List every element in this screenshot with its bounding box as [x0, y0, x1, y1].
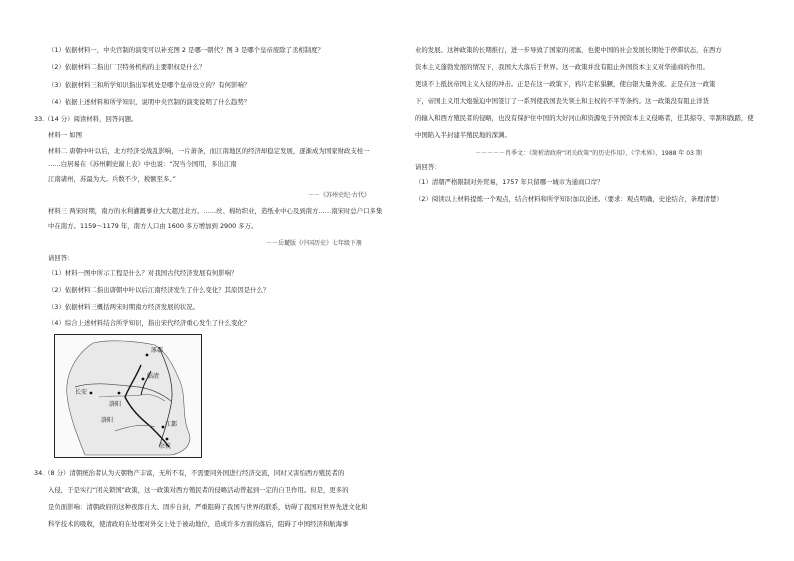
q32-item-1: （1）依据材料一，中央官制的演变可以补充图 2 是哪一朝代？图 3 是哪个皇帝废除了丞相制度？ — [48, 46, 324, 54]
q34-cont-line-2: 资本主义蓬勃发展的情况下，我国大大落后于世界。这一政策并没有阻止外国资本主义对华通商的作用。 — [415, 63, 709, 71]
q33-item-4: （4）综合上述材料结合所学知识，指出宋代经济重心发生了什么变化？ — [48, 319, 251, 327]
q33-item-3: （3）依据材料三概括两宋时期南方经济发展的状况。 — [48, 303, 200, 311]
right-ask-label: 请回答： — [415, 163, 441, 171]
material-3-line-2: 中在南方。1159～1179 年，南方人口由 1600 多万增加到 2900 多万。 — [48, 222, 258, 230]
q34-cont-line-6: 中国陷入半封建半殖民地的深渊。 — [415, 131, 511, 139]
q34-item-1: （1）清朝严格限制对外贸易，1757 年只留哪一城市为通商口岸？ — [415, 178, 604, 186]
q32-item-4: （4）依据上述材料和所学知识，说明中央官制的演变说明了什么趋势？ — [48, 98, 251, 106]
material-1-title: 材料一 如图 — [48, 131, 82, 139]
material-2-line-1: 材料二 唐朝中叶以后，北方经济受战乱影响，一片萧条，而江南地区的经济却稳定发展，逐渐成为国家财政支柱一 — [48, 147, 370, 155]
map-label-zhuojun: 涿郡 — [151, 347, 164, 354]
material-2-source: －－《苏州史纪·古代》 — [308, 192, 370, 199]
map-label-luoyang-2: 洛阳 — [101, 417, 114, 424]
q33-item-2: （2）依据材料二指出唐朝中叶以后江南经济发生了什么变化？其原因是什么？ — [48, 286, 270, 294]
map-drawing — [55, 335, 201, 457]
q32-item-2: （2）依据材料二指出厂卫特务机构的主要职权是什么？ — [48, 63, 206, 71]
q33-header: 33.（14 分）阅读材料，回答问题。 — [34, 115, 138, 123]
q34-line-4: 科学技术的吸收，使清政府在处理对外交上处于被动地位，造成许多方面的落后，阻碍了中国经济和航海事 — [48, 520, 349, 528]
ask-label: 请回答： — [48, 254, 74, 262]
q34-item-2: （2）阅读以上材料提炼一个观点，结合材料和所学知识加以论述。（要求：观点明确，史论结合，条理清楚） — [415, 195, 723, 203]
q32-item-3: （3）依据材料三和所学知识指出军机处是哪个皇帝设立的？有何影响？ — [48, 81, 251, 89]
map-label-jiangdu: 江都 — [165, 421, 178, 428]
material-3-source: －－岳麓版《中国历史》七年级下册 — [266, 240, 363, 247]
q34-line-2: 入侵，于是实行“闭关锁国”政策，这一政策对西方殖民者的侵略活动曾起到一定的自卫作用。但是，更多的 — [48, 486, 349, 494]
q34-cont-line-1: 业的发展。这种政策的长期推行，进一步导致了国家的闭塞，也使中国的社会发展长期处于停滞状态，在西方 — [415, 46, 722, 54]
map-label-luoyang: 洛阳 — [109, 401, 122, 408]
q34-cont-line-3: 更谈不上抵抗帝国主义入侵的冲击。正是在这一政策下，鸦片走私猖獗，使白银大量外流。正是在这一政策 — [415, 80, 716, 88]
q34-source: －－－－－肖季文：《简析清政府“闭关政策”的历史作用》，《学术界》，1988 年 03 期 — [475, 150, 702, 157]
map-label-changan: 长安 — [75, 389, 88, 396]
q34-line-1: 34.（8 分）清朝统治者认为天朝物产丰富，无所不有，不需要同外国进行经济交流，同时又害怕西方殖民者的 — [34, 469, 345, 477]
map-label-linqing: 临清 — [147, 373, 160, 380]
q34-line-3: 是负面影响：清朝政府的这种夜郎自大、固步自封，严重阻碍了我国与世界的联系，妨碍了我国对世界先进文化和 — [48, 503, 368, 511]
q33-item-1: （1）材料一图中所示工程是什么？对我国古代经济发展有何影响？ — [48, 269, 238, 277]
material-2-line-2: ……白居易在《苏州刺史谢上表》中也说：“况当今国用，多出江南 — [48, 160, 237, 168]
material-2-line-3: 江南诸州，苏最为大。兵数不少，税额至多。” — [48, 175, 176, 183]
material-3-line-1: 材料三 两宋时期，南方的水利灌溉事业大大超过北方。……丝、棉纺织业，造纸业中心及到南方……南宋时总户口多集 — [48, 207, 383, 215]
q34-cont-line-4: 下，帝国主义用大炮强迫中国签订了一系列使我国丧失领土和主权的不平等条约。这一政策没有阻止洋货 — [415, 97, 709, 105]
map-label-yuhang: 余杭 — [159, 443, 172, 450]
grand-canal-map — [54, 334, 202, 458]
q34-cont-line-5: 的输入和西方殖民者的侵略，也没有保护住中国的大好河山和资源免于外国资本主义侵略者，任其掠夺、宰割和践踏，使 — [415, 114, 754, 122]
